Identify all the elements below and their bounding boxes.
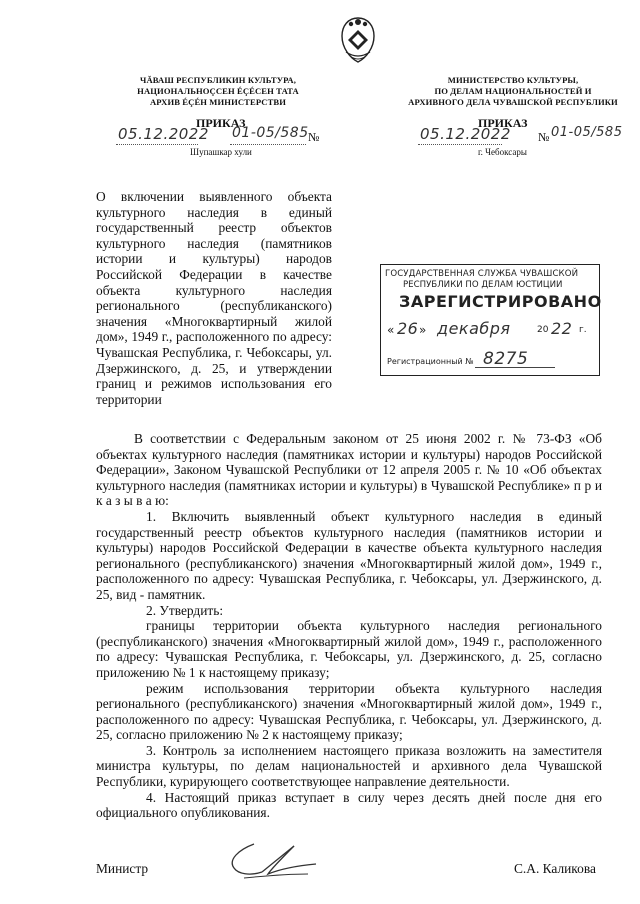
- stamp-quote-open: «: [387, 323, 395, 337]
- right-header-line: АРХИВНОГО ДЕЛА ЧУВАШСКОЙ РЕСПУБЛИКИ: [408, 97, 618, 107]
- coat-of-arms-emblem: [334, 14, 382, 66]
- clause-4-paragraph: 4. Настоящий приказ вступает в силу через десять дней после дня его официального опубликования.: [96, 789, 602, 821]
- stamp-reg-label: Регистрационный №: [387, 357, 474, 366]
- left-order-date: 05.12.2022: [118, 125, 209, 143]
- left-header-line: ЧĂВАШ РЕСПУБЛИКИН КУЛЬТУРА,: [140, 75, 296, 85]
- left-number-sign: №: [308, 130, 320, 144]
- stamp-registered: ЗАРЕГИСТРИРОВАНО: [399, 292, 602, 311]
- order-body: [96, 431, 602, 821]
- stamp-month: декабря: [437, 319, 511, 338]
- right-ministry-name: [408, 75, 618, 108]
- right-header-line: ПО ДЕЛАМ НАЦИОНАЛЬНОСТЕЙ И: [434, 86, 592, 96]
- handwritten-signature: [224, 838, 324, 886]
- right-header-line: МИНИСТЕРСТВО КУЛЬТУРЫ,: [447, 75, 579, 85]
- right-city: г. Чебоксары: [478, 147, 527, 157]
- left-date-underline: [116, 144, 198, 145]
- right-order-word: ПРИКАЗ: [478, 116, 528, 130]
- clause-2-regime: режим использования территории объекта культурного наследия регионального (республиканского) значения «Многоквартирный жилой дом», 1949 г., расположенного по адресу: Чувашская Республика, г. Чебоксары, ул. Дзержинского, д. 25, согласно приложению № 2 к настоящему приказу;: [96, 680, 602, 743]
- left-header-line: АРХИВ ÉÇÉН МИНИСТЕРСТВИ: [149, 97, 287, 107]
- stamp-reg-row: [387, 351, 593, 371]
- right-date-underline: [418, 144, 502, 145]
- left-number-underline: [230, 144, 306, 145]
- stamp-reg-underline: [475, 367, 555, 368]
- right-order-date: 05.12.2022: [420, 125, 511, 143]
- stamp-day: 26: [397, 319, 419, 338]
- right-order-number: 01-05/585: [551, 125, 623, 140]
- clause-2-boundaries: границы территории объекта культурного наследия регионального (республиканского) значения «Многоквартирный жилой дом», 1949 г., расположенного по адресу: Чувашская Республика, г. Чебоксары, ул. Дзержинского, д. 25, согласно приложению № 1 к настоящему приказу;: [96, 618, 602, 680]
- order-title: О включении выявленного объекта культурного наследия в единый государственный реестр объектов культурного наследия (памятников истории и культуры) народов Российской Федерации в качестве объекта культурного наследия регионального (республиканского) значения «Многоквартирный жилой дом», 1949 г., расположенного по адресу: Чувашская Республика, г. Чебоксары, ул. Дзержинского, д. 25, и утверждении границ и режимов использования его территории: [96, 189, 332, 407]
- stamp-agency-line-1: ГОСУДАРСТВЕННАЯ СЛУЖБА ЧУВАШСКОЙ: [385, 269, 579, 279]
- signatory-position: Министр: [96, 861, 149, 876]
- stamp-date-row: [387, 321, 593, 343]
- clause-2-heading: 2. Утвердить:: [146, 602, 224, 618]
- clause-1-paragraph: 1. Включить выявленный объект культурного наследия в единый государственный реестр объектов культурного наследия (памятников истории и культуры) народов Российской Федерации в качестве объекта культурного наследия регионального (республиканского) значения «Многоквартирный жилой дом», 1949 г., расположенного по адресу: Чувашская Республика, г. Чебоксары, ул. Дзержинского, д. 25, вид - памятник.: [96, 508, 602, 602]
- left-header-line: НАЦИОНАЛЬНОÇСЕН ÉÇÉСЕН ТАТА: [137, 86, 299, 96]
- left-ministry-name: [128, 75, 308, 108]
- left-city: Шупашкар хули: [190, 147, 252, 157]
- stamp-year-unit: г.: [579, 325, 587, 335]
- stamp-reg-number: 8275: [483, 349, 529, 369]
- stamp-year-prefix: 20: [537, 325, 549, 335]
- registration-stamp: [380, 264, 600, 376]
- stamp-quote-close: »: [419, 323, 427, 337]
- left-order-word: ПРИКАЗ: [196, 116, 246, 130]
- right-number-sign: №: [538, 130, 550, 144]
- preamble-paragraph: В соответствии с Федеральным законом от 25 июня 2002 г. № 73-ФЗ «Об объектах культурного наследия (памятниках истории и культуры) народов Российской Федерации», Законом Чувашской Республики от 12 апреля 2005 г. № 10 «Об объектах культурного наследия (памятниках истории и культуры) в Чувашской Республике» п р и к а з ы в а ю:: [96, 431, 602, 509]
- left-order-number: 01-05/585: [232, 125, 309, 141]
- signatory-name: С.А. Каликова: [514, 861, 596, 876]
- clause-3-paragraph: 3. Контроль за исполнением настоящего приказа возложить на заместителя министра культуры, по делам национальностей и архивного дела Чувашской Республики, курирующего соответствующее направление деятельности.: [96, 742, 602, 790]
- stamp-year-suffix: 22: [551, 319, 573, 338]
- stamp-agency-line-2: РЕСПУБЛИКИ ПО ДЕЛАМ ЮСТИЦИИ: [403, 280, 563, 290]
